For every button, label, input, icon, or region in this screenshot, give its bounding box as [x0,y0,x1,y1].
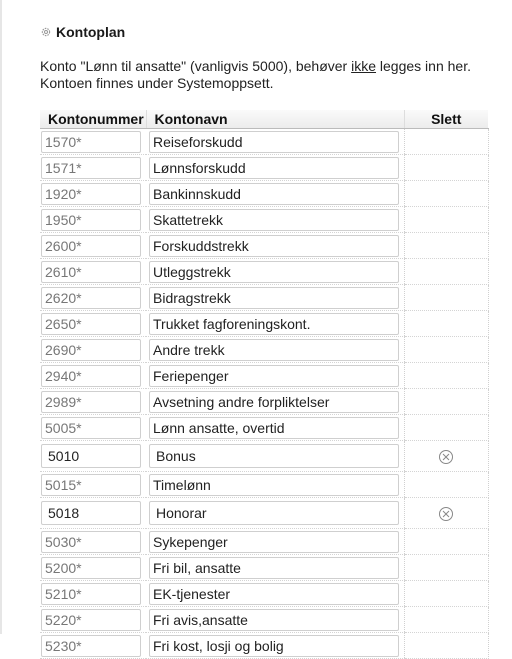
table-row [40,389,488,415]
account-number-field[interactable]: 5220* [41,609,141,631]
table-row [40,415,488,441]
column-header-delete: Slett [404,110,488,129]
account-name-field[interactable]: Forskuddstrekk [149,235,399,257]
account-name-field[interactable]: Fri avis,ansatte [149,609,399,631]
delete-cell [404,581,488,607]
account-name-field[interactable]: Sykepenger [149,531,399,553]
account-number-field[interactable]: 2989* [41,391,141,413]
account-name-field[interactable]: Lønn ansatte, overtid [149,417,399,439]
delete-cell [404,337,488,363]
account-number-field[interactable]: 5005* [41,417,141,439]
account-name-field[interactable]: Bidragstrekk [149,287,399,309]
table-row [40,129,488,155]
table-row [40,285,488,311]
account-number-field[interactable]: 1570* [41,131,141,153]
account-name-field[interactable]: Honorar [149,501,399,525]
account-number-field[interactable]: 1571* [41,157,141,179]
left-border [0,0,2,634]
delete-cell [404,472,488,498]
account-name-field[interactable]: Lønnsforskudd [149,157,399,179]
column-header-number: Kontonummer [40,110,146,129]
table-header [40,110,488,129]
account-name-field[interactable]: Bankinnskudd [149,183,399,205]
table-row [40,337,488,363]
delete-cell [404,529,488,555]
account-name-field[interactable]: Utleggstrekk [149,261,399,283]
account-number-field[interactable]: 5200* [41,557,141,579]
delete-icon[interactable] [438,506,454,522]
account-number-field[interactable]: 2600* [41,235,141,257]
table-row [40,472,488,498]
delete-cell [404,233,488,259]
delete-cell [404,441,488,472]
account-name-field[interactable]: EK-tjenester [149,583,399,605]
section-header [40,24,125,40]
table-row [40,207,488,233]
account-number-field[interactable]: 2650* [41,313,141,335]
account-number-field[interactable]: 5010 [41,444,141,468]
account-number-field[interactable]: 5210* [41,583,141,605]
account-number-field[interactable]: 5015* [41,474,141,496]
account-name-field[interactable]: Bonus [149,444,399,468]
account-number-field[interactable]: 2610* [41,261,141,283]
table-row [40,181,488,207]
table-row [40,607,488,633]
account-number-field[interactable]: 2940* [41,365,141,387]
account-name-field[interactable]: Timelønn [149,474,399,496]
account-number-field[interactable]: 1920* [41,183,141,205]
table-row [40,529,488,555]
delete-cell [404,555,488,581]
column-header-name: Kontonavn [146,110,404,129]
delete-icon[interactable] [438,449,454,465]
table-row [40,581,488,607]
delete-cell [404,389,488,415]
table-row [40,555,488,581]
account-number-field[interactable]: 5018 [41,501,141,525]
table-row [40,363,488,389]
table-row [40,311,488,337]
delete-cell [404,633,488,659]
delete-cell [404,607,488,633]
delete-cell [404,311,488,337]
delete-cell [404,207,488,233]
delete-cell [404,415,488,441]
gear-icon [40,26,52,38]
account-number-field[interactable]: 1950* [41,209,141,231]
delete-cell [404,155,488,181]
account-number-field[interactable]: 2620* [41,287,141,309]
account-name-field[interactable]: Avsetning andre forpliktelser [149,391,399,413]
delete-cell [404,181,488,207]
intro-text-part2: legges inn her. Kontoen finnes under Systemoppsett. [40,58,471,91]
table-row [40,233,488,259]
delete-cell [404,363,488,389]
account-number-field[interactable]: 2690* [41,339,141,361]
table-row [40,155,488,181]
table-row [40,498,488,529]
table-row [40,259,488,285]
account-number-field[interactable]: 5230* [41,635,141,657]
account-name-field[interactable]: Skattetrekk [149,209,399,231]
account-name-field[interactable]: Fri kost, losji og bolig [149,635,399,657]
table-row [40,633,488,659]
account-table [40,110,489,659]
account-name-field[interactable]: Fri bil, ansatte [149,557,399,579]
account-number-field[interactable]: 5030* [41,531,141,553]
delete-cell [404,129,488,155]
account-name-field[interactable]: Feriepenger [149,365,399,387]
account-name-field[interactable]: Andre trekk [149,339,399,361]
account-name-field[interactable]: Reiseforskudd [149,131,399,153]
table-body [40,129,488,659]
table-row [40,441,488,472]
intro-text [40,58,480,92]
delete-cell [404,498,488,529]
intro-emphasis: ikke [351,58,377,74]
account-name-field[interactable]: Trukket fagforeningskont. [149,313,399,335]
intro-text-part1: Konto "Lønn til ansatte" (vanligvis 5000), behøver [40,58,352,74]
section-title: Kontoplan [56,24,126,40]
delete-cell [404,259,488,285]
delete-cell [404,285,488,311]
